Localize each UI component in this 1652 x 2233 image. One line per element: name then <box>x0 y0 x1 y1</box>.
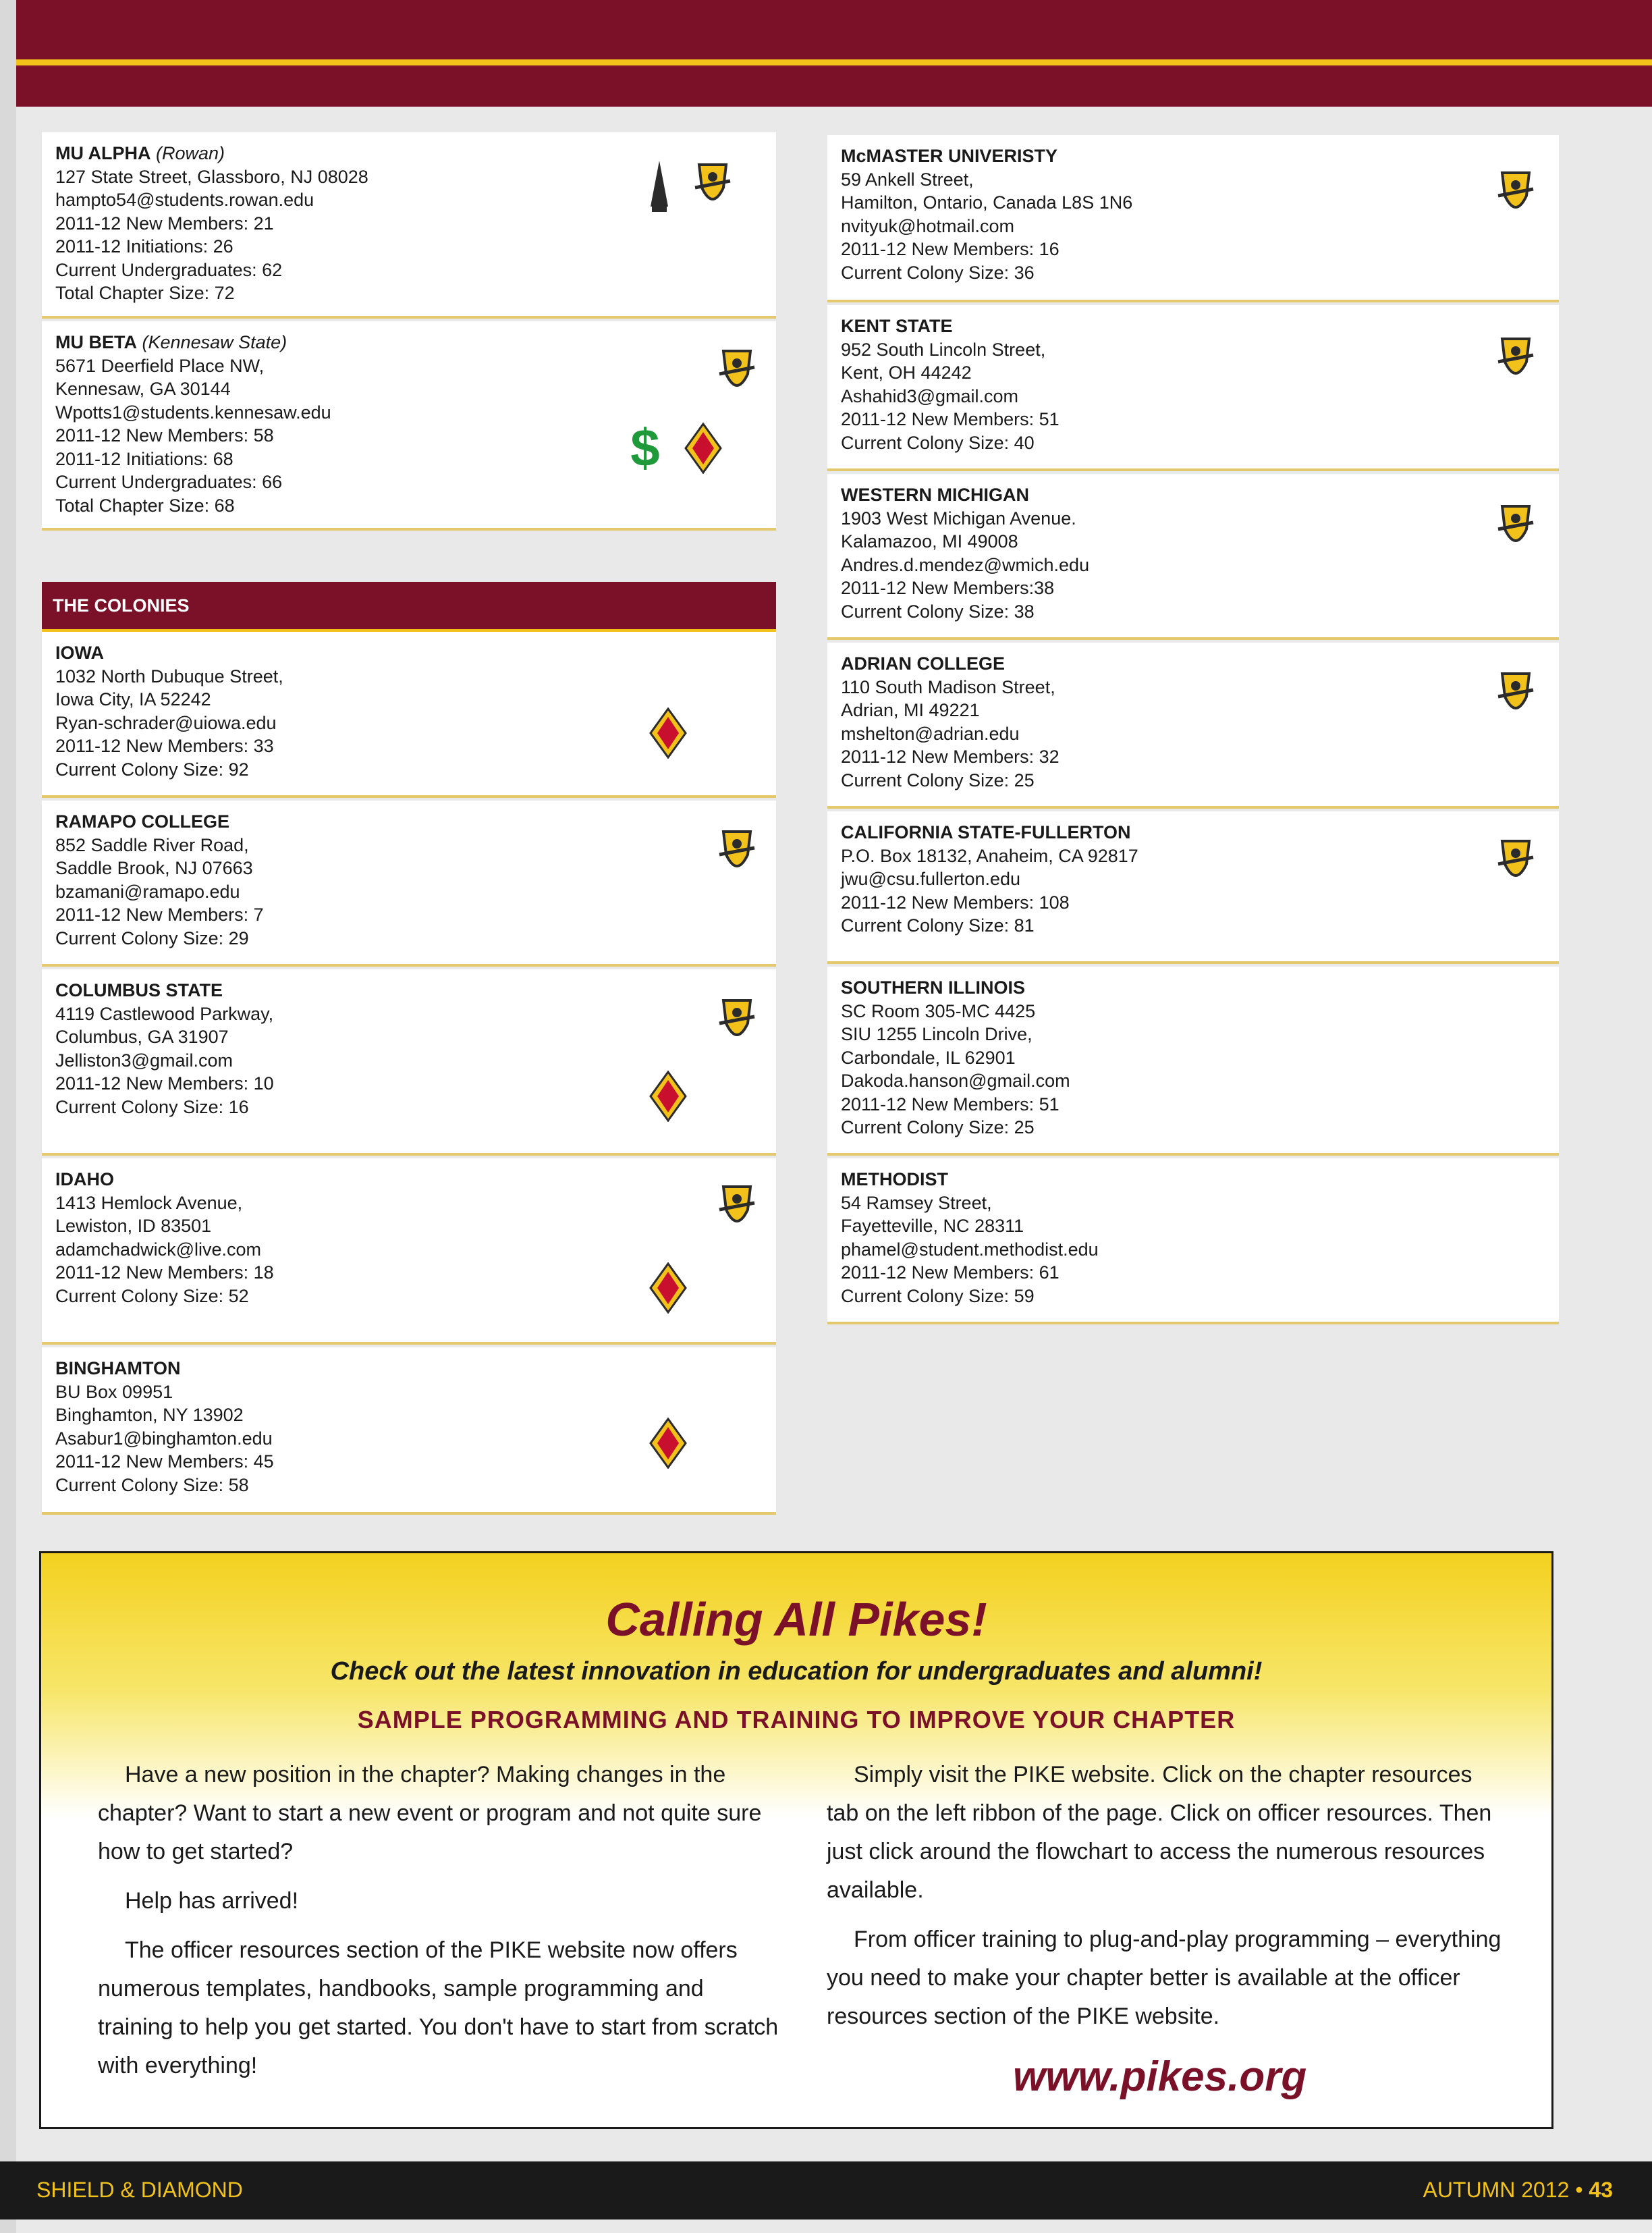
promo-heading: SAMPLE PROGRAMMING AND TRAINING TO IMPROVE YOUR CHAPTER <box>357 1706 1236 1733</box>
colony-email[interactable]: nvityuk@hotmail.com <box>841 215 1014 236</box>
dollar-icon <box>629 421 661 475</box>
shield-icon <box>717 1183 757 1234</box>
promo-paragraph: Have a new position in the chapter? Making changes in the chapter? Want to start a new event or program and not quite sure how to get started? <box>98 1762 762 1864</box>
colony-line: SIU 1255 Lincoln Drive, <box>841 1024 1032 1044</box>
colony-line: 952 South Lincoln Street, <box>841 339 1046 360</box>
chapter-name: MU BETA <box>55 332 137 352</box>
chapter-school: (Rowan) <box>156 143 225 163</box>
colony-name: ADRIAN COLLEGE <box>841 653 1005 674</box>
colony-line: 2011-12 New Members: 108 <box>841 892 1070 913</box>
colony-email[interactable]: Ryan-schrader@uiowa.edu <box>55 712 277 733</box>
colony-name: WESTERN MICHIGAN <box>841 485 1029 505</box>
chapter-line: 5671 Deerfield Place NW, <box>55 355 265 376</box>
colony-icons <box>717 996 757 1048</box>
colony-name: RAMAPO COLLEGE <box>55 811 230 832</box>
colony-icons <box>1495 169 1536 220</box>
colony-line: Current Colony Size: 92 <box>55 759 249 780</box>
colony-icons <box>1495 837 1536 888</box>
chapter-name: MU ALPHA <box>55 143 151 163</box>
diamond-icon <box>649 1071 687 1122</box>
colony-email[interactable]: bzamani@ramapo.edu <box>55 881 240 902</box>
chapter-line: 127 State Street, Glassboro, NJ 08028 <box>55 166 368 187</box>
colony-icons <box>649 1262 687 1314</box>
colony-line: Current Colony Size: 25 <box>841 770 1035 790</box>
colony-text <box>841 315 1059 454</box>
footer-separator: • <box>1575 2178 1583 2202</box>
page-number: 43 <box>1589 2178 1613 2202</box>
magazine-name: SHIELD & DIAMOND <box>36 2178 243 2202</box>
colony-name: CALIFORNIA STATE-FULLERTON <box>841 822 1131 842</box>
colony-line: 2011-12 New Members: 51 <box>841 1094 1059 1114</box>
colony-name: KENT STATE <box>841 316 953 336</box>
colony-card <box>827 643 1559 809</box>
chapter-line: Total Chapter Size: 72 <box>55 283 235 303</box>
colony-line: 54 Ramsey Street, <box>841 1192 992 1213</box>
colony-line: Iowa City, IA 52242 <box>55 689 211 709</box>
colony-email[interactable]: mshelton@adrian.edu <box>841 723 1020 744</box>
colony-line: Current Colony Size: 29 <box>55 927 249 948</box>
colony-line: Saddle Brook, NJ 07663 <box>55 858 253 878</box>
colony-line: 2011-12 New Members: 33 <box>55 736 274 756</box>
colony-line: Carbondale, IL 62901 <box>841 1047 1016 1068</box>
chapter-card <box>42 132 776 319</box>
colony-line: 59 Ankell Street, <box>841 169 974 190</box>
colony-name: IDAHO <box>55 1169 114 1189</box>
colony-line: SC Room 305-MC 4425 <box>841 1000 1036 1021</box>
colony-icons <box>649 1418 687 1469</box>
shield-icon <box>717 347 757 398</box>
colony-icons <box>717 828 757 879</box>
chapter-icons <box>717 347 757 398</box>
chapter-line: 2011-12 Initiations: 26 <box>55 236 233 257</box>
promo-left-column <box>98 1756 779 2096</box>
colony-text <box>841 976 1070 1139</box>
page-edge <box>0 0 16 2233</box>
colony-line: 2011-12 New Members: 61 <box>841 1262 1059 1283</box>
colony-name: COLUMBUS STATE <box>55 980 223 1000</box>
colony-line: Hamilton, Ontario, Canada L8S 1N6 <box>841 192 1133 213</box>
colony-name: BINGHAMTON <box>55 1358 181 1378</box>
colony-card <box>827 811 1559 964</box>
colony-card <box>827 1158 1559 1324</box>
promo-paragraph: Simply visit the PIKE website. Click on the chapter resources tab on the left ribbon of the page. Click on officer resources. Then just click around the flowchart to access the numerous resources available. <box>827 1762 1492 1903</box>
colony-email[interactable]: adamchadwick@live.com <box>55 1239 262 1260</box>
colony-text <box>841 1168 1099 1308</box>
colony-line: Current Colony Size: 81 <box>841 915 1035 936</box>
colony-line: Current Colony Size: 25 <box>841 1117 1035 1137</box>
chapter-line: Total Chapter Size: 68 <box>55 495 235 516</box>
colony-line: 1413 Hemlock Avenue, <box>55 1192 243 1213</box>
chapter-school: (Kennesaw State) <box>142 332 287 352</box>
section-heading: THE COLONIES <box>53 595 190 616</box>
section-heading-bar <box>42 582 776 633</box>
shield-icon <box>1495 335 1536 386</box>
colony-card <box>827 967 1559 1156</box>
colony-line: 1903 West Michigan Avenue. <box>841 508 1076 529</box>
promo-paragraph: Help has arrived! <box>125 1888 299 1914</box>
colony-line: Kent, OH 44242 <box>841 362 972 383</box>
colony-icons <box>649 1071 687 1122</box>
chapter-line: 2011-12 New Members: 58 <box>55 425 274 446</box>
colony-line: 110 South Madison Street, <box>841 676 1055 697</box>
colony-email[interactable]: jwu@csu.fullerton.edu <box>841 869 1021 889</box>
colony-text <box>55 1168 274 1308</box>
calling-all-pikes-box <box>39 1551 1553 2129</box>
chapter-email[interactable]: hampto54@students.rowan.edu <box>55 190 314 210</box>
colony-icons <box>717 1183 757 1234</box>
shield-icon <box>1495 670 1536 721</box>
colony-line: Current Colony Size: 58 <box>55 1474 249 1495</box>
colony-name: METHODIST <box>841 1169 948 1189</box>
chapter-email[interactable]: Wpotts1@students.kennesaw.edu <box>55 402 331 423</box>
colony-line: Columbus, GA 31907 <box>55 1027 229 1047</box>
svg-text:$: $ <box>630 421 660 475</box>
colony-line: 2011-12 New Members: 16 <box>841 239 1059 259</box>
colony-email[interactable]: Asabur1@binghamton.edu <box>55 1428 273 1449</box>
colony-line: 2011-12 New Members: 32 <box>841 747 1059 767</box>
lamp-icon <box>649 159 669 213</box>
colony-text <box>841 144 1132 284</box>
colony-text <box>55 1357 274 1497</box>
shield-icon <box>1495 169 1536 220</box>
colony-line: 2011-12 New Members: 10 <box>55 1073 274 1094</box>
colony-line: 2011-12 New Members:38 <box>841 578 1055 598</box>
page-footer <box>0 2161 1652 2219</box>
colony-card <box>827 474 1559 640</box>
diamond-icon <box>649 1418 687 1469</box>
colony-line: Current Colony Size: 59 <box>841 1285 1035 1306</box>
chapter-card <box>42 321 776 531</box>
colony-line: Current Colony Size: 40 <box>841 432 1035 453</box>
shield-icon <box>1495 502 1536 554</box>
colony-text <box>841 821 1138 938</box>
colony-email[interactable]: Dakoda.hanson@gmail.com <box>841 1071 1070 1091</box>
colony-icons <box>1495 502 1536 554</box>
gold-stripe <box>16 59 1652 65</box>
colony-line: Binghamton, NY 13902 <box>55 1405 244 1425</box>
colony-line: Current Colony Size: 52 <box>55 1285 249 1306</box>
colony-name: SOUTHERN ILLINOIS <box>841 977 1026 998</box>
chapter-line: Current Undergraduates: 62 <box>55 259 283 280</box>
colony-line: 4119 Castlewood Parkway, <box>55 1003 274 1024</box>
colony-card <box>42 801 776 967</box>
colony-card <box>42 969 776 1156</box>
chapter-line: Current Undergraduates: 66 <box>55 472 283 492</box>
colony-icons <box>1495 335 1536 386</box>
header-band <box>16 0 1652 107</box>
colony-line: Adrian, MI 49221 <box>841 700 980 720</box>
colony-text <box>55 979 274 1119</box>
shield-icon <box>692 161 733 212</box>
promo-title: Calling All Pikes! <box>605 1593 987 1646</box>
diamond-icon <box>684 423 722 474</box>
website-link[interactable]: www.pikes.org <box>1013 2053 1307 2100</box>
colony-card <box>42 1347 776 1515</box>
colony-line: 2011-12 New Members: 45 <box>55 1451 274 1472</box>
colony-card <box>42 632 776 798</box>
colony-icons <box>649 707 687 759</box>
colony-text <box>841 483 1089 623</box>
chapter-line: Kennesaw, GA 30144 <box>55 379 231 399</box>
colony-email[interactable]: Jelliston3@gmail.com <box>55 1050 233 1071</box>
promo-paragraph: From officer training to plug-and-play programming – everything you need to make your chapter better is available at the officer resources section of the PIKE website. <box>827 1927 1502 2029</box>
colony-line: Current Colony Size: 36 <box>841 262 1035 283</box>
colony-line: P.O. Box 18132, Anaheim, CA 92817 <box>841 845 1138 866</box>
colony-email[interactable]: Ashahid3@gmail.com <box>841 385 1019 406</box>
colony-line: 2011-12 New Members: 51 <box>841 409 1059 429</box>
promo-tagline: Check out the latest innovation in education for undergraduates and alumni! <box>330 1657 1263 1686</box>
colony-email[interactable]: phamel@student.methodist.edu <box>841 1239 1099 1260</box>
colony-line: Kalamazoo, MI 49008 <box>841 531 1018 551</box>
colony-line: 1032 North Dubuque Street, <box>55 666 283 687</box>
shield-icon <box>717 996 757 1048</box>
chapter-text <box>55 142 368 305</box>
colony-line: 2011-12 New Members: 18 <box>55 1262 274 1283</box>
colony-line: Lewiston, ID 83501 <box>55 1216 212 1236</box>
colony-name: McMASTER UNIVERISTY <box>841 146 1058 166</box>
chapter-icons <box>629 421 722 475</box>
colony-line: 2011-12 New Members: 7 <box>55 905 264 925</box>
colony-card <box>42 1158 776 1345</box>
colony-card <box>827 135 1559 302</box>
shield-icon <box>1495 837 1536 888</box>
colony-text <box>55 641 283 781</box>
issue-season: AUTUMN 2012 <box>1423 2178 1570 2202</box>
chapter-icons <box>649 159 733 213</box>
promo-right-column <box>827 1756 1508 2047</box>
colony-line: Current Colony Size: 38 <box>841 601 1035 622</box>
colony-text <box>841 652 1059 792</box>
promo-paragraph: The officer resources section of the PIKE website now offers numerous templates, handbooks, sample programming and training to help you get started. You don't have to start from scratch with everything! <box>98 1937 779 2078</box>
diamond-icon <box>649 707 687 759</box>
chapter-line: 2011-12 New Members: 21 <box>55 213 274 234</box>
chapter-text <box>55 331 331 517</box>
colony-line: Fayetteville, NC 28311 <box>841 1216 1024 1236</box>
chapter-line: 2011-12 Initiations: 68 <box>55 448 233 469</box>
colony-line: Current Colony Size: 16 <box>55 1096 249 1117</box>
colony-email[interactable]: Andres.d.mendez@wmich.edu <box>841 554 1090 575</box>
colony-icons <box>1495 670 1536 721</box>
shield-icon <box>717 828 757 879</box>
colony-card <box>827 305 1559 471</box>
colony-name: IOWA <box>55 643 104 663</box>
colony-text <box>55 810 264 950</box>
colony-line: BU Box 09951 <box>55 1381 173 1402</box>
issue-and-page <box>1423 2178 1613 2203</box>
colony-line: 852 Saddle River Road, <box>55 834 249 855</box>
diamond-icon <box>649 1262 687 1314</box>
